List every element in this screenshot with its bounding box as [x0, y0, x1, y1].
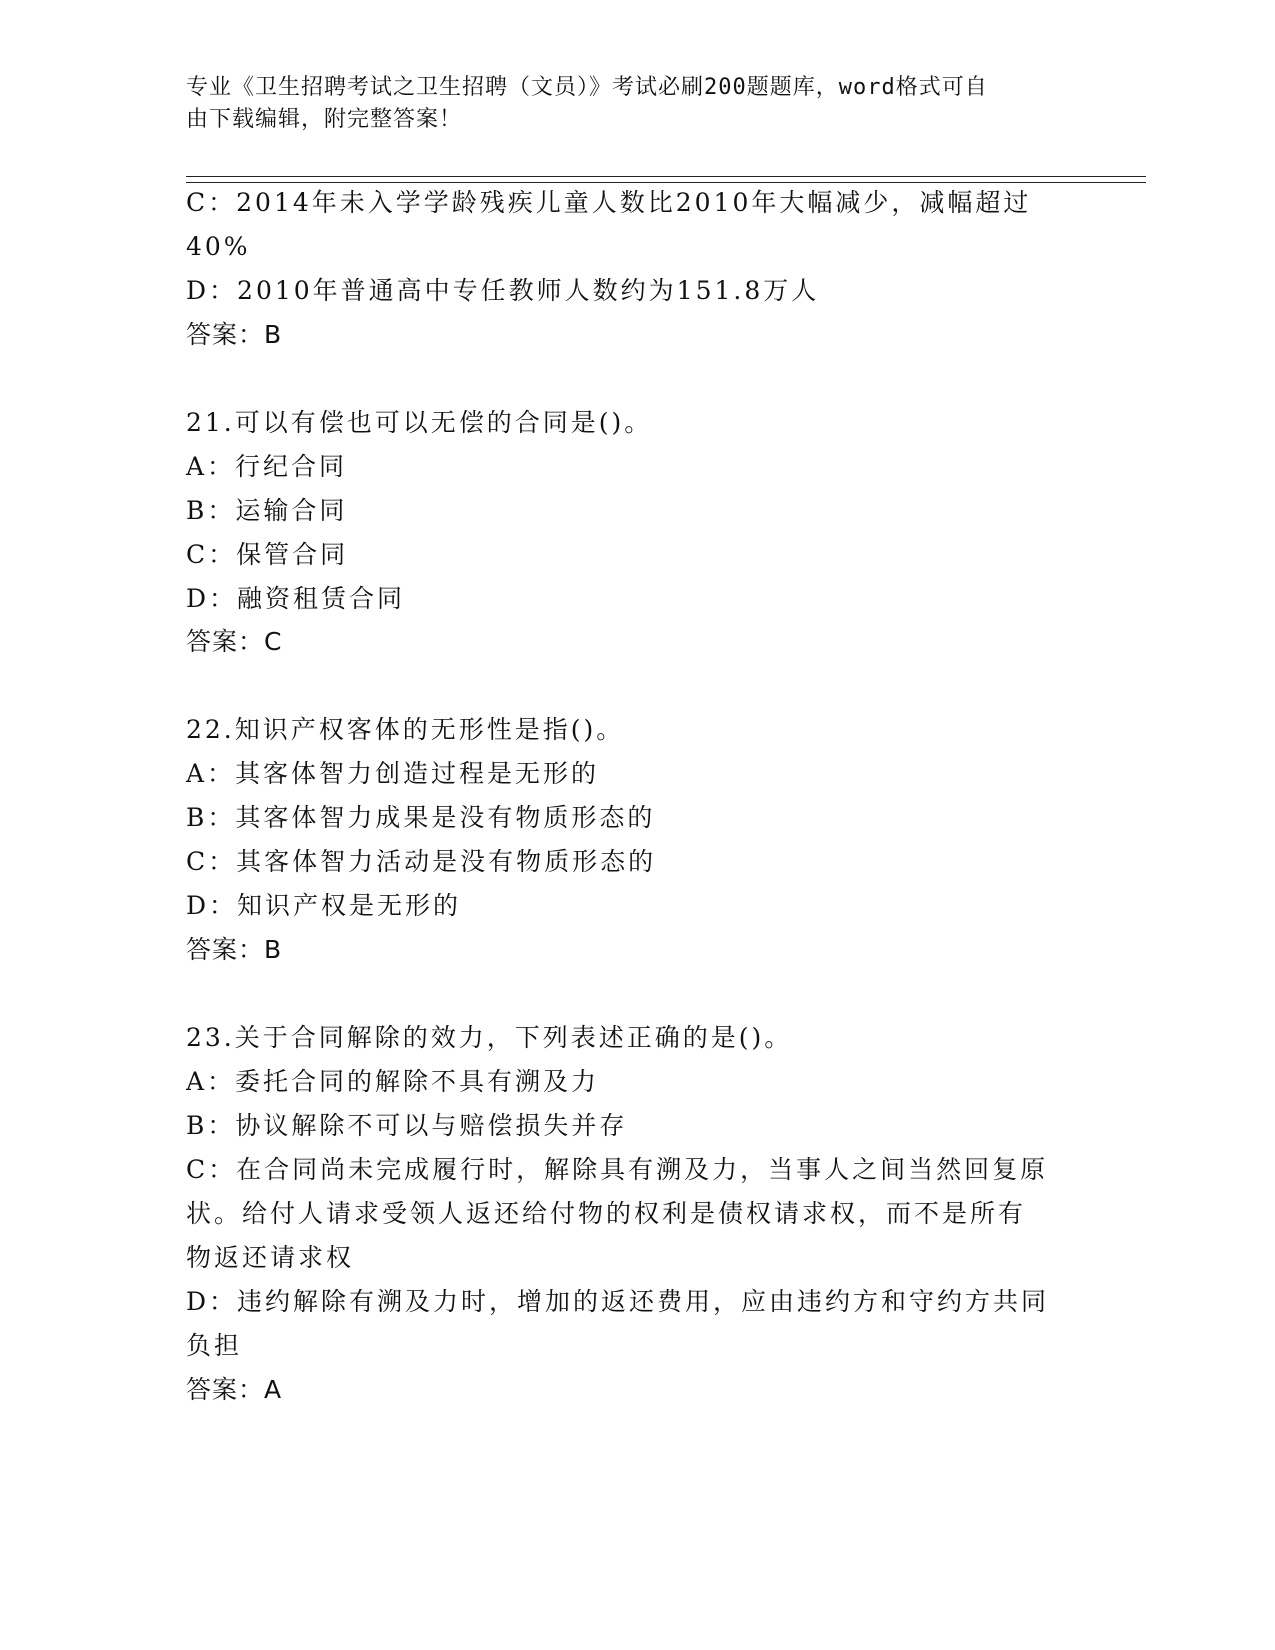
q23-option-d-line-1: D：违约解除有溯及力时，增加的返还费用，应由违约方和守约方共同 — [186, 1287, 1050, 1316]
q22-option-a: A：其客体智力创造过程是无形的 — [186, 759, 600, 788]
q21-option-c: C：保管合同 — [186, 540, 349, 569]
q21-stem: 21.可以有偿也可以无偿的合同是()。 — [186, 408, 653, 437]
q23-stem: 23.关于合同解除的效力，下列表述正确的是()。 — [186, 1023, 793, 1052]
q23-option-a: A：委托合同的解除不具有溯及力 — [186, 1067, 600, 1096]
q23-option-c-line-2: 状。给付人请求受领人返还给付物的权利是债权请求权，而不是所有 — [186, 1199, 1027, 1228]
q22-stem: 22.知识产权客体的无形性是指()。 — [186, 715, 625, 744]
q21-option-d: D：融资租赁合同 — [186, 584, 406, 613]
q22-option-d: D：知识产权是无形的 — [186, 891, 462, 920]
header-divider-bottom — [186, 182, 1146, 183]
prev-option-c-line-2: 40% — [186, 232, 251, 261]
q23-option-d-line-2: 负担 — [186, 1331, 243, 1360]
header-title-line-1: 专业《卫生招聘考试之卫生招聘（文员）》考试必刷200题题库，word格式可自 — [186, 75, 988, 100]
document-header — [186, 72, 1066, 136]
prev-option-c-line-1: C：2014年未入学学龄残疾儿童人数比2010年大幅减少，减幅超过 — [186, 188, 1032, 217]
q22-option-c: C：其客体智力活动是没有物质形态的 — [186, 847, 657, 876]
header-title-line-2: 由下载编辑，附完整答案！ — [186, 107, 463, 132]
header-divider-top — [186, 176, 1146, 177]
q22-option-b: B：其客体智力成果是没有物质形态的 — [186, 803, 656, 832]
prev-option-d: D：2010年普通高中专任教师人数约为151.8万人 — [186, 276, 820, 305]
q23-option-c-line-3: 物返还请求权 — [186, 1243, 355, 1272]
q21-answer: 答案：C — [186, 627, 283, 656]
q23-option-c-line-1: C：在合同尚未完成履行时，解除具有溯及力，当事人之间当然回复原 — [186, 1155, 1049, 1184]
q22-answer: 答案：B — [186, 935, 283, 964]
q23-answer: 答案：A — [186, 1375, 283, 1404]
q21-option-a: A：行纪合同 — [186, 452, 348, 481]
q23-option-b: B：协议解除不可以与赔偿损失并存 — [186, 1111, 628, 1140]
q21-option-b: B：运输合同 — [186, 496, 348, 525]
prev-answer: 答案：B — [186, 320, 283, 349]
